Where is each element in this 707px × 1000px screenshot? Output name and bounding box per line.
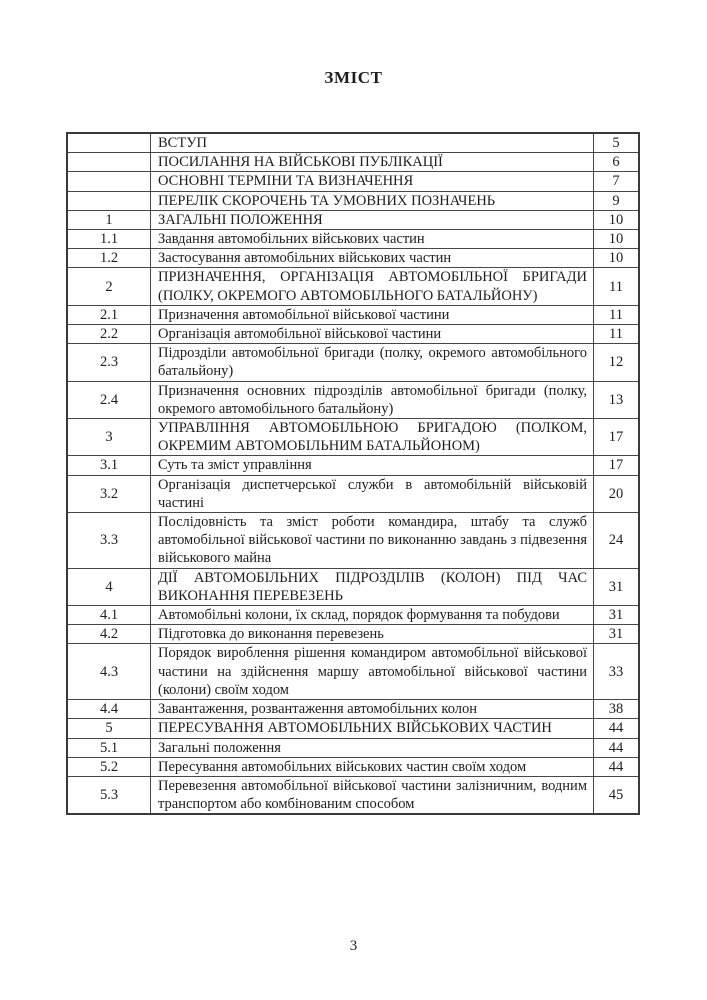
toc-row-title: Призначення автомобільної військової частини xyxy=(151,305,594,324)
toc-row-title: Застосування автомобільних військових частин xyxy=(151,249,594,268)
toc-row-page: 10 xyxy=(594,230,640,249)
toc-table xyxy=(66,132,640,815)
toc-row xyxy=(67,305,639,324)
toc-row xyxy=(67,419,639,456)
toc-row-number: 1.2 xyxy=(67,249,151,268)
toc-row xyxy=(67,172,639,191)
toc-row-number: 4 xyxy=(67,568,151,605)
toc-row-page: 38 xyxy=(594,700,640,719)
toc-row-page: 31 xyxy=(594,606,640,625)
toc-row-number: 4.4 xyxy=(67,700,151,719)
toc-row-title: ЗАГАЛЬНІ ПОЛОЖЕННЯ xyxy=(151,210,594,229)
toc-row-title: Підрозділи автомобільної бригади (полку, окремого автомобільного батальйону) xyxy=(151,344,594,381)
toc-row-title: Загальні положення xyxy=(151,738,594,757)
toc-row xyxy=(67,644,639,700)
toc-row xyxy=(67,153,639,172)
toc-row-page: 13 xyxy=(594,381,640,418)
toc-body xyxy=(67,133,639,814)
toc-row xyxy=(67,738,639,757)
toc-row-page: 44 xyxy=(594,719,640,738)
toc-row xyxy=(67,700,639,719)
toc-row xyxy=(67,344,639,381)
toc-row xyxy=(67,475,639,512)
toc-row-page: 31 xyxy=(594,568,640,605)
toc-row-title: Порядок вироблення рішення командиром автомобільної військової частини на здійснення маршу автомобільної військової частини (колони) своїм ходом xyxy=(151,644,594,700)
toc-row-number: 2.4 xyxy=(67,381,151,418)
toc-row-page: 6 xyxy=(594,153,640,172)
toc-row-number: 5 xyxy=(67,719,151,738)
toc-row-title: Організація автомобільної військової частини xyxy=(151,325,594,344)
toc-row-number: 3.1 xyxy=(67,456,151,475)
toc-row xyxy=(67,776,639,814)
toc-row-title: Підготовка до виконання перевезень xyxy=(151,625,594,644)
toc-row-title: ПЕРЕСУВАННЯ АВТОМОБІЛЬНИХ ВІЙСЬКОВИХ ЧАСТИН xyxy=(151,719,594,738)
toc-row-title: ВСТУП xyxy=(151,133,594,153)
toc-row-page: 5 xyxy=(594,133,640,153)
toc-row-page: 11 xyxy=(594,325,640,344)
toc-row xyxy=(67,230,639,249)
toc-row-title: Завантаження, розвантаження автомобільних колон xyxy=(151,700,594,719)
toc-row-number: 5.2 xyxy=(67,757,151,776)
toc-row-number: 3 xyxy=(67,419,151,456)
toc-row xyxy=(67,249,639,268)
toc-row xyxy=(67,191,639,210)
toc-row-number: 4.3 xyxy=(67,644,151,700)
toc-row-page: 45 xyxy=(594,776,640,814)
toc-row-title: Перевезення автомобільної військової частини залізничним, водним транспортом або комбінованим способом xyxy=(151,776,594,814)
toc-row-page: 11 xyxy=(594,305,640,324)
toc-row-number: 5.3 xyxy=(67,776,151,814)
toc-row-number: 2 xyxy=(67,268,151,305)
toc-row-number: 2.2 xyxy=(67,325,151,344)
toc-row-page: 10 xyxy=(594,249,640,268)
toc-row xyxy=(67,568,639,605)
toc-row-number: 1 xyxy=(67,210,151,229)
toc-row-title: ДІЇ АВТОМОБІЛЬНИХ ПІДРОЗДІЛІВ (КОЛОН) ПІД ЧАС ВИКОНАННЯ ПЕРЕВЕЗЕНЬ xyxy=(151,568,594,605)
toc-row-title: Призначення основних підрозділів автомобільної бригади (полку, окремого автомобільного батальйону) xyxy=(151,381,594,418)
toc-row xyxy=(67,606,639,625)
toc-row-title: ПРИЗНАЧЕННЯ, ОРГАНІЗАЦІЯ АВТОМОБІЛЬНОЇ БРИГАДИ (ПОЛКУ, ОКРЕМОГО АВТОМОБІЛЬНОГО БАТАЛЬЙОНУ) xyxy=(151,268,594,305)
toc-row-title: Завдання автомобільних військових частин xyxy=(151,230,594,249)
toc-row xyxy=(67,757,639,776)
toc-row xyxy=(67,381,639,418)
toc-row-title: ПЕРЕЛІК СКОРОЧЕНЬ ТА УМОВНИХ ПОЗНАЧЕНЬ xyxy=(151,191,594,210)
page-number-footer: 3 xyxy=(349,938,358,954)
toc-row-page: 9 xyxy=(594,191,640,210)
toc-row-number xyxy=(67,133,151,153)
toc-row-page: 24 xyxy=(594,513,640,569)
toc-row-title: УПРАВЛІННЯ АВТОМОБІЛЬНОЮ БРИГАДОЮ (ПОЛКОМ, ОКРЕМИМ АВТОМОБІЛЬНИМ БАТАЛЬЙОНОМ) xyxy=(151,419,594,456)
toc-row-page: 31 xyxy=(594,625,640,644)
toc-row-title: ПОСИЛАННЯ НА ВІЙСЬКОВІ ПУБЛІКАЦІЇ xyxy=(151,153,594,172)
toc-row xyxy=(67,719,639,738)
toc-row-title: Автомобільні колони, їх склад, порядок формування та побудови xyxy=(151,606,594,625)
toc-row-page: 33 xyxy=(594,644,640,700)
page-title: ЗМІСТ xyxy=(324,68,383,87)
toc-row-page: 17 xyxy=(594,419,640,456)
toc-row-number xyxy=(67,153,151,172)
toc-row-number: 1.1 xyxy=(67,230,151,249)
toc-row-number: 2.1 xyxy=(67,305,151,324)
toc-row-title: ОСНОВНІ ТЕРМІНИ ТА ВИЗНАЧЕННЯ xyxy=(151,172,594,191)
toc-row xyxy=(67,210,639,229)
toc-row-number: 3.3 xyxy=(67,513,151,569)
toc-row-title: Послідовність та зміст роботи командира, штабу та служб автомобільної військової частини по виконанню завдань з підвезення військового майна xyxy=(151,513,594,569)
toc-row-number: 5.1 xyxy=(67,738,151,757)
toc-row-number: 2.3 xyxy=(67,344,151,381)
toc-row-number: 4.2 xyxy=(67,625,151,644)
toc-row-page: 44 xyxy=(594,757,640,776)
toc-row-number: 4.1 xyxy=(67,606,151,625)
toc-row xyxy=(67,513,639,569)
toc-row xyxy=(67,325,639,344)
toc-row-number xyxy=(67,172,151,191)
toc-row xyxy=(67,268,639,305)
toc-row xyxy=(67,625,639,644)
toc-row-page: 20 xyxy=(594,475,640,512)
toc-row-page: 12 xyxy=(594,344,640,381)
toc-row-page: 17 xyxy=(594,456,640,475)
toc-row xyxy=(67,133,639,153)
toc-row-page: 44 xyxy=(594,738,640,757)
toc-row xyxy=(67,456,639,475)
toc-row-number: 3.2 xyxy=(67,475,151,512)
toc-row-page: 10 xyxy=(594,210,640,229)
toc-row-title: Пересування автомобільних військових частин своїм ходом xyxy=(151,757,594,776)
toc-row-page: 11 xyxy=(594,268,640,305)
toc-row-title: Суть та зміст управління xyxy=(151,456,594,475)
toc-row-page: 7 xyxy=(594,172,640,191)
toc-row-number xyxy=(67,191,151,210)
toc-row-title: Організація диспетчерської служби в автомобільній військовій частині xyxy=(151,475,594,512)
